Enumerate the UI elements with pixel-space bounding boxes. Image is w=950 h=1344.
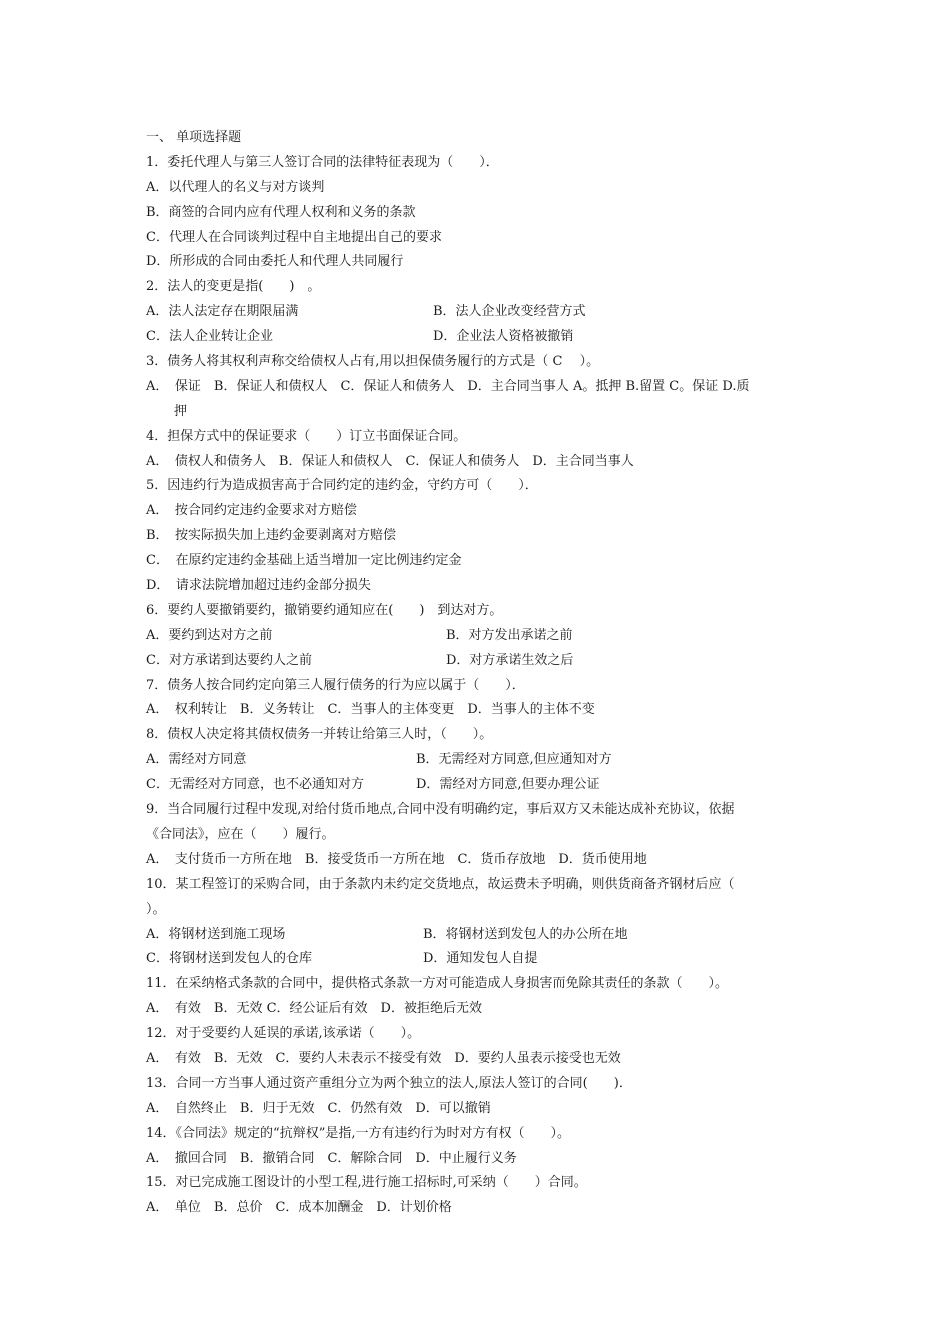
question-10-options-row-1 [146, 923, 826, 948]
question-2-stem: 2．法人的变更是指( ) 。 [146, 279, 321, 295]
document-body [146, 126, 826, 1221]
question-3-options-continued: 押 [174, 403, 188, 419]
question-6-option-d: D．对方承诺生效之后 [446, 652, 574, 668]
question-8-option-a: A．需经对方同意 [146, 752, 247, 768]
question-9-stem-continued: 《合同法》，应在（ ）履行。 [146, 826, 335, 842]
question-1-option-a: A．以代理人的名义与对方谈判 [146, 179, 325, 195]
question-8-options-row-2 [146, 773, 826, 798]
question-4-stem: 4．担保方式中的保证要求（ ）订立书面保证合同。 [146, 428, 467, 444]
question-11-stem: 11．在采纳格式条款的合同中，提供格式条款一方对可能造成人身损害而免除其责任的条款（ ）。 [146, 976, 729, 992]
question-6-options-row-1 [146, 624, 826, 649]
question-15-stem: 15．对已完成施工图设计的小型工程,进行施工招标时,可采纳（ ）合同。 [146, 1175, 587, 1191]
question-10-options-row-2 [146, 947, 826, 972]
question-2-option-d: D．企业法人资格被撤销 [433, 329, 574, 345]
question-8-option-d: D．需经对方同意,但要办理公证 [416, 777, 600, 793]
question-2-options-row-1 [146, 300, 826, 325]
question-13-options: A． 自然终止 B．归于无效 C．仍然有效 D．可以撤销 [146, 1100, 491, 1116]
question-10-stem: 10．某工程签订的采购合同，由于条款内未约定交货地点，故运费未予明确，则供货商备齐钢材后应（ [146, 876, 735, 892]
question-14-stem: 14．《合同法》规定的“抗辩权”是指,一方有违约行为时对方有权（ ）。 [146, 1125, 570, 1141]
question-9-options: A． 支付货币一方所在地 B．接受货币一方所在地 C．货币存放地 D．货币使用地 [146, 851, 647, 867]
question-11-options: A． 有效 B．无效 C．经公证后有效 D．被拒绝后无效 [146, 1001, 482, 1017]
question-6-options-row-2 [146, 649, 826, 674]
question-7-stem: 7．债务人按合同约定向第三人履行债务的行为应以属于（ ）． [146, 677, 525, 693]
question-10-option-d: D．通知发包人自提 [423, 951, 538, 967]
question-1-stem: 1．委托代理人与第三人签订合同的法律特征表现为（ ）． [146, 154, 499, 170]
question-3-stem: 3．债务人将其权利声称交给债权人占有,用以担保债务履行的方式是（ C ）。 [146, 354, 600, 370]
question-15-options: A． 单位 B．总价 C．成本加酬金 D．计划价格 [146, 1200, 452, 1216]
question-1-option-c: C．代理人在合同谈判过程中自主地提出自己的要求 [146, 229, 442, 245]
question-5-option-d: D． 请求法院增加超过违约金部分损失 [146, 578, 371, 594]
question-9-stem: 9．当合同履行过程中发现,对给付货币地点,合同中没有明确约定，事后双方又未能达成补充协议，依据 [146, 802, 735, 818]
question-13-stem: 13．合同一方当事人通过资产重组分立为两个独立的法人,原法人签订的合同( )． [146, 1075, 632, 1091]
question-3-options: A． 保证 B．保证人和债权人 C．保证人和债务人 D．主合同当事人 A。抵押 B.留置 C。保证 D.质 [146, 378, 750, 394]
question-5-option-b: B． 按实际损失加上违约金要剥离对方赔偿 [146, 528, 397, 544]
question-5-option-a: A． 按合同约定违约金要求对方赔偿 [146, 503, 357, 519]
question-6-option-b: B．对方发出承诺之前 [446, 627, 573, 643]
question-2-option-c: C．法人企业转让企业 [146, 329, 273, 345]
question-14-options: A． 撤回合同 B．撤销合同 C．解除合同 D．中止履行义务 [146, 1150, 517, 1166]
question-7-options: A． 权利转让 B．义务转让 C．当事人的主体变更 D．当事人的主体不变 [146, 702, 595, 718]
question-8-option-b: B．无需经对方同意,但应通知对方 [416, 752, 612, 768]
question-2-option-a: A．法人法定存在期限届满 [146, 304, 299, 320]
question-10-option-c: C．将钢材送到发包人的仓库 [146, 951, 312, 967]
question-1-option-d: D．所形成的合同由委托人和代理人共同履行 [146, 254, 404, 270]
section-title: 一、 单项选择题 [146, 130, 242, 145]
question-12-options: A． 有效 B．无效 C．要约人未表示不接受有效 D．要约人虽表示接受也无效 [146, 1050, 621, 1066]
question-2-option-b: B．法人企业改变经营方式 [433, 304, 586, 320]
question-8-options-row-1 [146, 748, 826, 773]
question-6-option-c: C．对方承诺到达要约人之前 [146, 652, 312, 668]
question-10-option-b: B．将钢材送到发包人的办公所在地 [423, 926, 628, 942]
question-4-options: A． 债权人和债务人 B．保证人和债权人 C．保证人和债务人 D．主合同当事人 [146, 453, 634, 469]
question-12-stem: 12．对于受要约人延误的承诺,该承诺（ ）。 [146, 1026, 421, 1042]
question-10-option-a: A．将钢材送到施工现场 [146, 926, 286, 942]
question-8-option-c: C．无需经对方同意，也不必通知对方 [146, 777, 364, 793]
question-5-stem: 5．因违约行为造成损害高于合同约定的违约金，守约方可（ ）． [146, 478, 538, 494]
question-1-option-b: B．商签的合同内应有代理人权利和义务的条款 [146, 204, 416, 220]
question-8-stem: 8．债权人决定将其债权债务一并转让给第三人时，（ ）。 [146, 727, 493, 743]
question-10-stem-continued: ）。 [146, 901, 166, 917]
question-5-option-c: C． 在原约定违约金基础上适当增加一定比例违约定金 [146, 553, 462, 569]
question-6-stem: 6．要约人要撤销要约，撤销要约通知应在( ) 到达对方。 [146, 602, 503, 618]
question-6-option-a: A．要约到达对方之前 [146, 627, 273, 643]
question-2-options-row-2 [146, 325, 826, 350]
